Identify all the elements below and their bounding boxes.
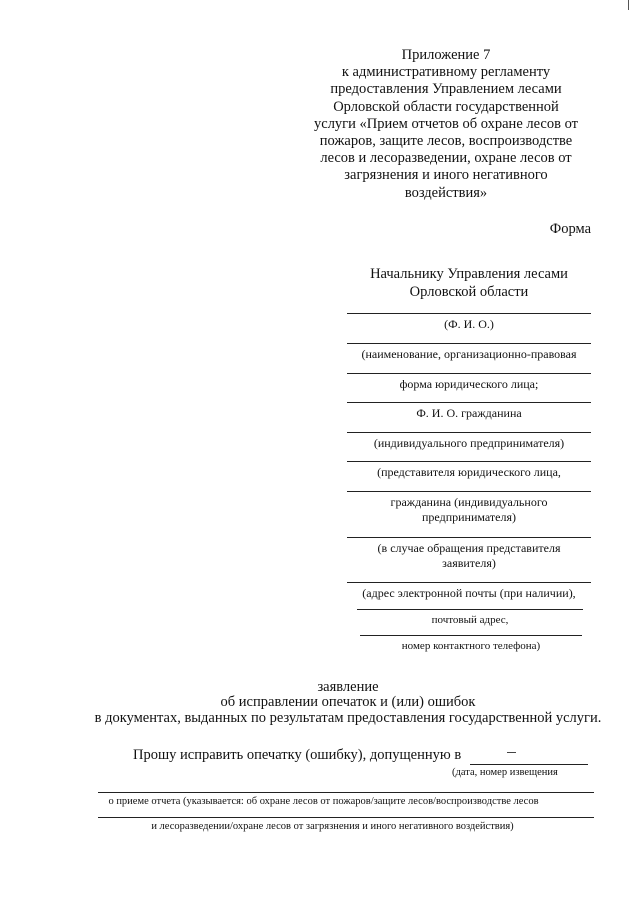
report-caption: о приеме отчета (указывается: об охране лесов от пожаров/защите лесов/воспроизводстве лесов — [108, 796, 539, 807]
field-caption: форма юридического лица; — [399, 377, 539, 391]
field-caption: номер контактного телефона) — [401, 640, 541, 652]
date-number-caption: (дата, номер извещения — [452, 767, 558, 778]
field-caption: почтовый адрес, — [431, 614, 509, 626]
date-number-input-line[interactable] — [470, 764, 588, 765]
appendix-line: Орловской области государственной — [333, 98, 559, 115]
field-caption: (индивидуального предпринимателя) — [373, 436, 565, 450]
citizen-entrepreneur-field[interactable] — [347, 491, 591, 525]
appendix-line: воздействия» — [404, 184, 488, 201]
addressee-line: Орловской области — [409, 284, 529, 300]
request-text: Прошу исправить опечатку (ошибку), допущенную в — [133, 747, 462, 763]
appendix-line: к административному регламенту — [341, 64, 551, 81]
statement-subtitle: об исправлении опечаток и (или) ошибок — [220, 694, 476, 710]
addressee-block — [345, 265, 593, 301]
email-field[interactable] — [347, 582, 591, 601]
phone-field[interactable] — [360, 635, 582, 654]
field-caption: (представителя юридического лица, — [377, 465, 561, 479]
field-caption: (Ф. И. О.) — [444, 317, 494, 331]
citizen-fio-field[interactable] — [347, 402, 591, 421]
form-label: Форма — [549, 221, 591, 237]
appendix-line: пожаров, защите лесов, воспроизводстве — [319, 133, 573, 150]
fio-field[interactable] — [347, 313, 591, 332]
postal-address-field[interactable] — [357, 609, 583, 628]
appendix-line: загрязнения и иного негативного — [344, 167, 548, 184]
statement-subtitle: в документах, выданных по результатам предоставления государственной услуги. — [94, 710, 602, 726]
legal-form-field[interactable] — [347, 373, 591, 392]
organization-name-field[interactable] — [347, 343, 591, 362]
report-caption: и лесоразведении/охране лесов от загрязнения и иного негативного воздействия) — [151, 821, 514, 832]
scan-mark — [628, 0, 629, 10]
field-caption: Ф. И. О. гражданина — [416, 406, 522, 420]
entrepreneur-field[interactable] — [347, 432, 591, 451]
pen-mark — [507, 752, 516, 753]
field-caption: гражданина (индивидуального предпринимателя) — [390, 495, 548, 524]
representative-case-field[interactable] — [347, 537, 591, 571]
appendix-line: предоставления Управлением лесами — [330, 81, 562, 98]
appendix-line: услуги «Прием отчетов об охране лесов от — [314, 115, 578, 132]
representative-field[interactable] — [347, 461, 591, 480]
report-input-line[interactable] — [98, 792, 594, 793]
appendix-line: Приложение 7 — [401, 47, 491, 63]
statement-title: заявление — [317, 679, 379, 695]
appendix-line: лесов и лесоразведении, охране лесов от — [320, 150, 572, 167]
addressee-line: Начальнику Управления лесами — [370, 266, 568, 282]
field-caption: (адрес электронной почты (при наличии), — [362, 586, 576, 600]
appendix-header — [300, 47, 592, 202]
field-caption: (наименование, организационно-правовая — [361, 347, 577, 361]
report-input-line[interactable] — [98, 817, 594, 818]
field-caption: (в случае обращения представителя заявителя) — [377, 541, 561, 570]
